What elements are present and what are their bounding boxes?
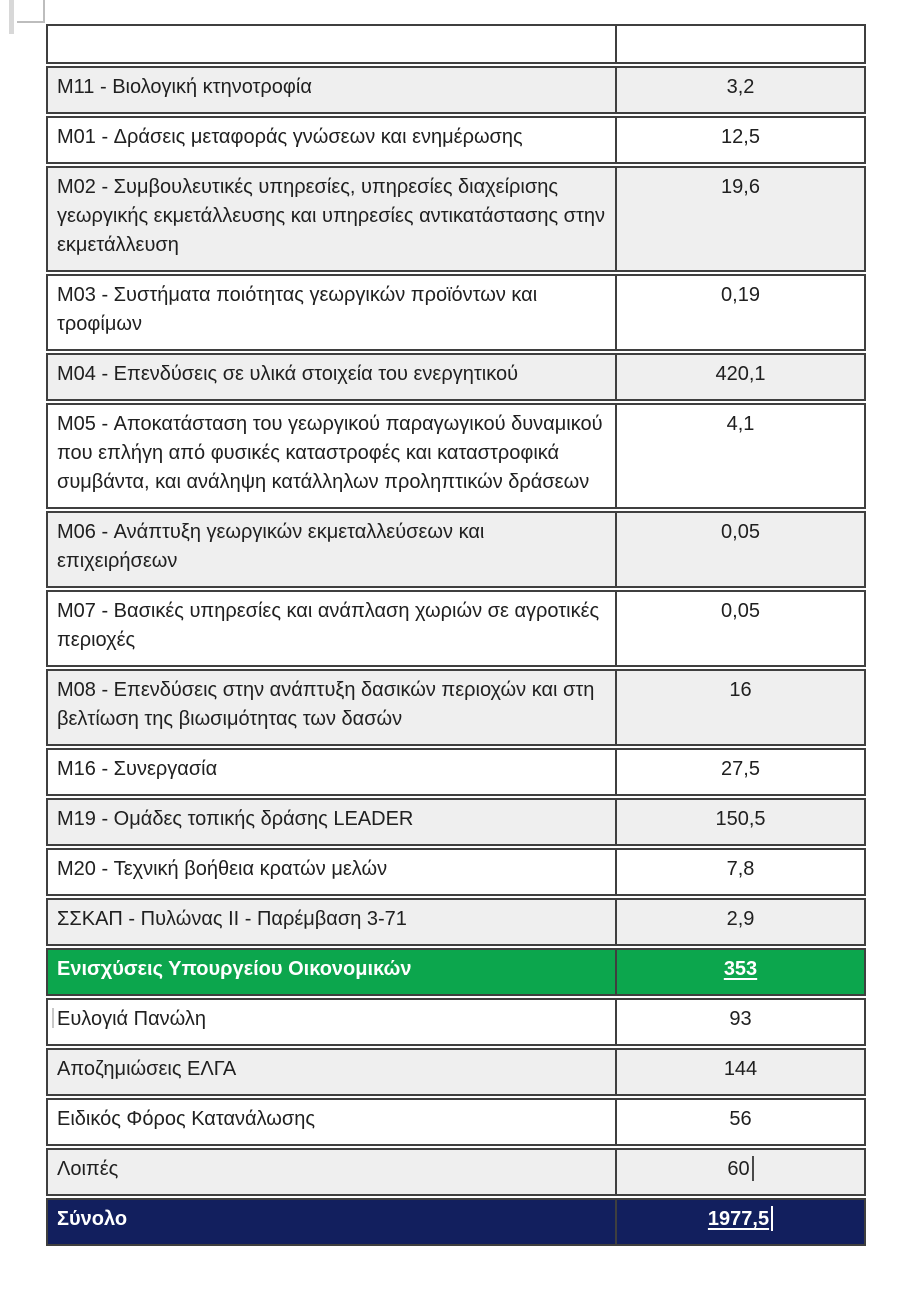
- row-label: M20 - Τεχνική βοήθεια κρατών μελών: [57, 858, 388, 880]
- row-value: 0,05: [721, 521, 760, 543]
- measures-table-body: [46, 24, 866, 1246]
- row-label-cell[interactable]: [46, 166, 616, 272]
- row-label: Λοιπές: [57, 1158, 119, 1180]
- row-label-cell[interactable]: [46, 403, 616, 509]
- table-row: [46, 590, 866, 667]
- row-label-cell[interactable]: [46, 66, 616, 114]
- table-row: [46, 898, 866, 946]
- table-row: [46, 511, 866, 588]
- row-value: 144: [723, 1058, 758, 1080]
- row-label-cell[interactable]: [46, 898, 616, 946]
- row-value-cell[interactable]: [616, 511, 866, 588]
- row-label-cell[interactable]: [46, 1098, 616, 1146]
- row-label: ΣΣΚΑΠ - Πυλώνας II - Παρέμβαση 3-71: [57, 908, 407, 930]
- row-label-cell[interactable]: [46, 1148, 616, 1196]
- row-value: 7,8: [726, 858, 755, 880]
- table-row: [46, 798, 866, 846]
- row-label-cell[interactable]: [46, 274, 616, 351]
- row-value-cell[interactable]: [616, 1098, 866, 1146]
- row-value: 19,6: [721, 176, 760, 198]
- page-edge-bar: [9, 0, 14, 34]
- table-row: [46, 403, 866, 509]
- header-value-cell[interactable]: [616, 24, 866, 64]
- table-row: [46, 1198, 866, 1246]
- row-value-cell[interactable]: [616, 948, 866, 996]
- row-value: 12,5: [721, 126, 760, 148]
- row-label-cell[interactable]: [46, 748, 616, 796]
- row-label: M05 - Αποκατάσταση του γεωργικού παραγωγικού δυναμικού που επλήγη από φυσικές καταστροφές και καταστροφικά συμβάντα, και ανάληψη κατάλληλων προληπτικών δράσεων: [57, 413, 603, 493]
- row-value-cell[interactable]: [616, 748, 866, 796]
- row-value: 0,19: [721, 284, 760, 306]
- row-label: Ευλογιά Πανώλη: [57, 1008, 207, 1030]
- row-label-cell[interactable]: [46, 998, 616, 1046]
- row-value-cell[interactable]: [616, 1198, 866, 1246]
- row-value: 420,1: [715, 363, 766, 385]
- row-value-cell[interactable]: [616, 353, 866, 401]
- row-label-cell[interactable]: [46, 1198, 616, 1246]
- row-value: 16: [729, 679, 752, 701]
- row-label: M08 - Επενδύσεις στην ανάπτυξη δασικών περιοχών και στη βελτίωση της βιωσιμότητας των δασών: [57, 679, 595, 730]
- row-label-cell[interactable]: [46, 848, 616, 896]
- row-label: Σύνολο: [57, 1208, 128, 1230]
- table-row: [46, 353, 866, 401]
- text-cursor: [52, 1008, 54, 1028]
- row-value-cell[interactable]: [616, 403, 866, 509]
- table-row: [46, 748, 866, 796]
- row-label-cell[interactable]: [46, 590, 616, 667]
- row-label-cell[interactable]: [46, 798, 616, 846]
- row-value-cell[interactable]: [616, 116, 866, 164]
- table-row: [46, 948, 866, 996]
- row-label: Ενισχύσεις Υπουργείου Οικονομικών: [57, 958, 412, 980]
- row-value: 27,5: [721, 758, 760, 780]
- row-label: Αποζημιώσεις ΕΛΓΑ: [57, 1058, 237, 1080]
- row-value-cell[interactable]: [616, 1048, 866, 1096]
- row-label-cell[interactable]: [46, 1048, 616, 1096]
- row-label: M03 - Συστήματα ποιότητας γεωργικών προϊόντων και τροφίμων: [57, 284, 538, 335]
- row-label-cell[interactable]: [46, 669, 616, 746]
- row-value-cell[interactable]: [616, 669, 866, 746]
- row-label: M06 - Ανάπτυξη γεωργικών εκμεταλλεύσεων και επιχειρήσεων: [57, 521, 485, 572]
- row-value: 3,2: [726, 76, 755, 98]
- row-label-cell[interactable]: [46, 511, 616, 588]
- row-value: 56: [729, 1108, 752, 1130]
- table-row: [46, 116, 866, 164]
- budget-measures-table: [46, 22, 866, 1248]
- row-value-cell[interactable]: [616, 898, 866, 946]
- row-value: 1977,5: [707, 1208, 770, 1230]
- row-value-cell[interactable]: [616, 66, 866, 114]
- row-label: M11 - Βιολογική κτηνοτροφία: [57, 76, 312, 98]
- header-label-cell[interactable]: [46, 24, 616, 64]
- row-value-cell[interactable]: [616, 274, 866, 351]
- table-row: [46, 66, 866, 114]
- row-label-cell[interactable]: [46, 948, 616, 996]
- row-value-cell[interactable]: [616, 1148, 866, 1196]
- text-cursor: [752, 1156, 754, 1181]
- row-label: M04 - Επενδύσεις σε υλικά στοιχεία του ενεργητικού: [57, 363, 519, 385]
- table-row: [46, 998, 866, 1046]
- row-label: M01 - Δράσεις μεταφοράς γνώσεων και ενημέρωσης: [57, 126, 523, 148]
- text-cursor: [771, 1206, 773, 1231]
- row-value-cell[interactable]: [616, 848, 866, 896]
- row-label-cell[interactable]: [46, 116, 616, 164]
- row-value-cell[interactable]: [616, 998, 866, 1046]
- header-row: [46, 24, 866, 64]
- row-value: 60: [727, 1158, 750, 1180]
- table-row: [46, 274, 866, 351]
- row-label: M16 - Συνεργασία: [57, 758, 218, 780]
- table-row: [46, 848, 866, 896]
- table-row: [46, 1048, 866, 1096]
- row-label: Ειδικός Φόρος Κατανάλωσης: [57, 1108, 316, 1130]
- table-row: [46, 669, 866, 746]
- margin-crop-mark-vertical: [43, 0, 45, 23]
- row-value-cell[interactable]: [616, 798, 866, 846]
- row-value: 93: [729, 1008, 752, 1030]
- row-value: 4,1: [726, 413, 755, 435]
- row-value: 0,05: [721, 600, 760, 622]
- margin-crop-mark-horizontal: [17, 21, 44, 23]
- row-value-cell[interactable]: [616, 166, 866, 272]
- row-label: M02 - Συμβουλευτικές υπηρεσίες, υπηρεσίες διαχείρισης γεωργικής εκμετάλλευσης και υπηρεσίες αντικατάστασης στην εκμετάλλευση: [57, 176, 606, 256]
- table-row: [46, 1148, 866, 1196]
- row-label: M07 - Βασικές υπηρεσίες και ανάπλαση χωριών σε αγροτικές περιοχές: [57, 600, 600, 651]
- table-row: [46, 166, 866, 272]
- row-value-cell[interactable]: [616, 590, 866, 667]
- row-label: M19 - Ομάδες τοπικής δράσης LEADER: [57, 808, 414, 830]
- row-value: 150,5: [715, 808, 766, 830]
- row-label-cell[interactable]: [46, 353, 616, 401]
- row-value: 2,9: [726, 908, 755, 930]
- row-value: 353: [723, 958, 758, 980]
- table-row: [46, 1098, 866, 1146]
